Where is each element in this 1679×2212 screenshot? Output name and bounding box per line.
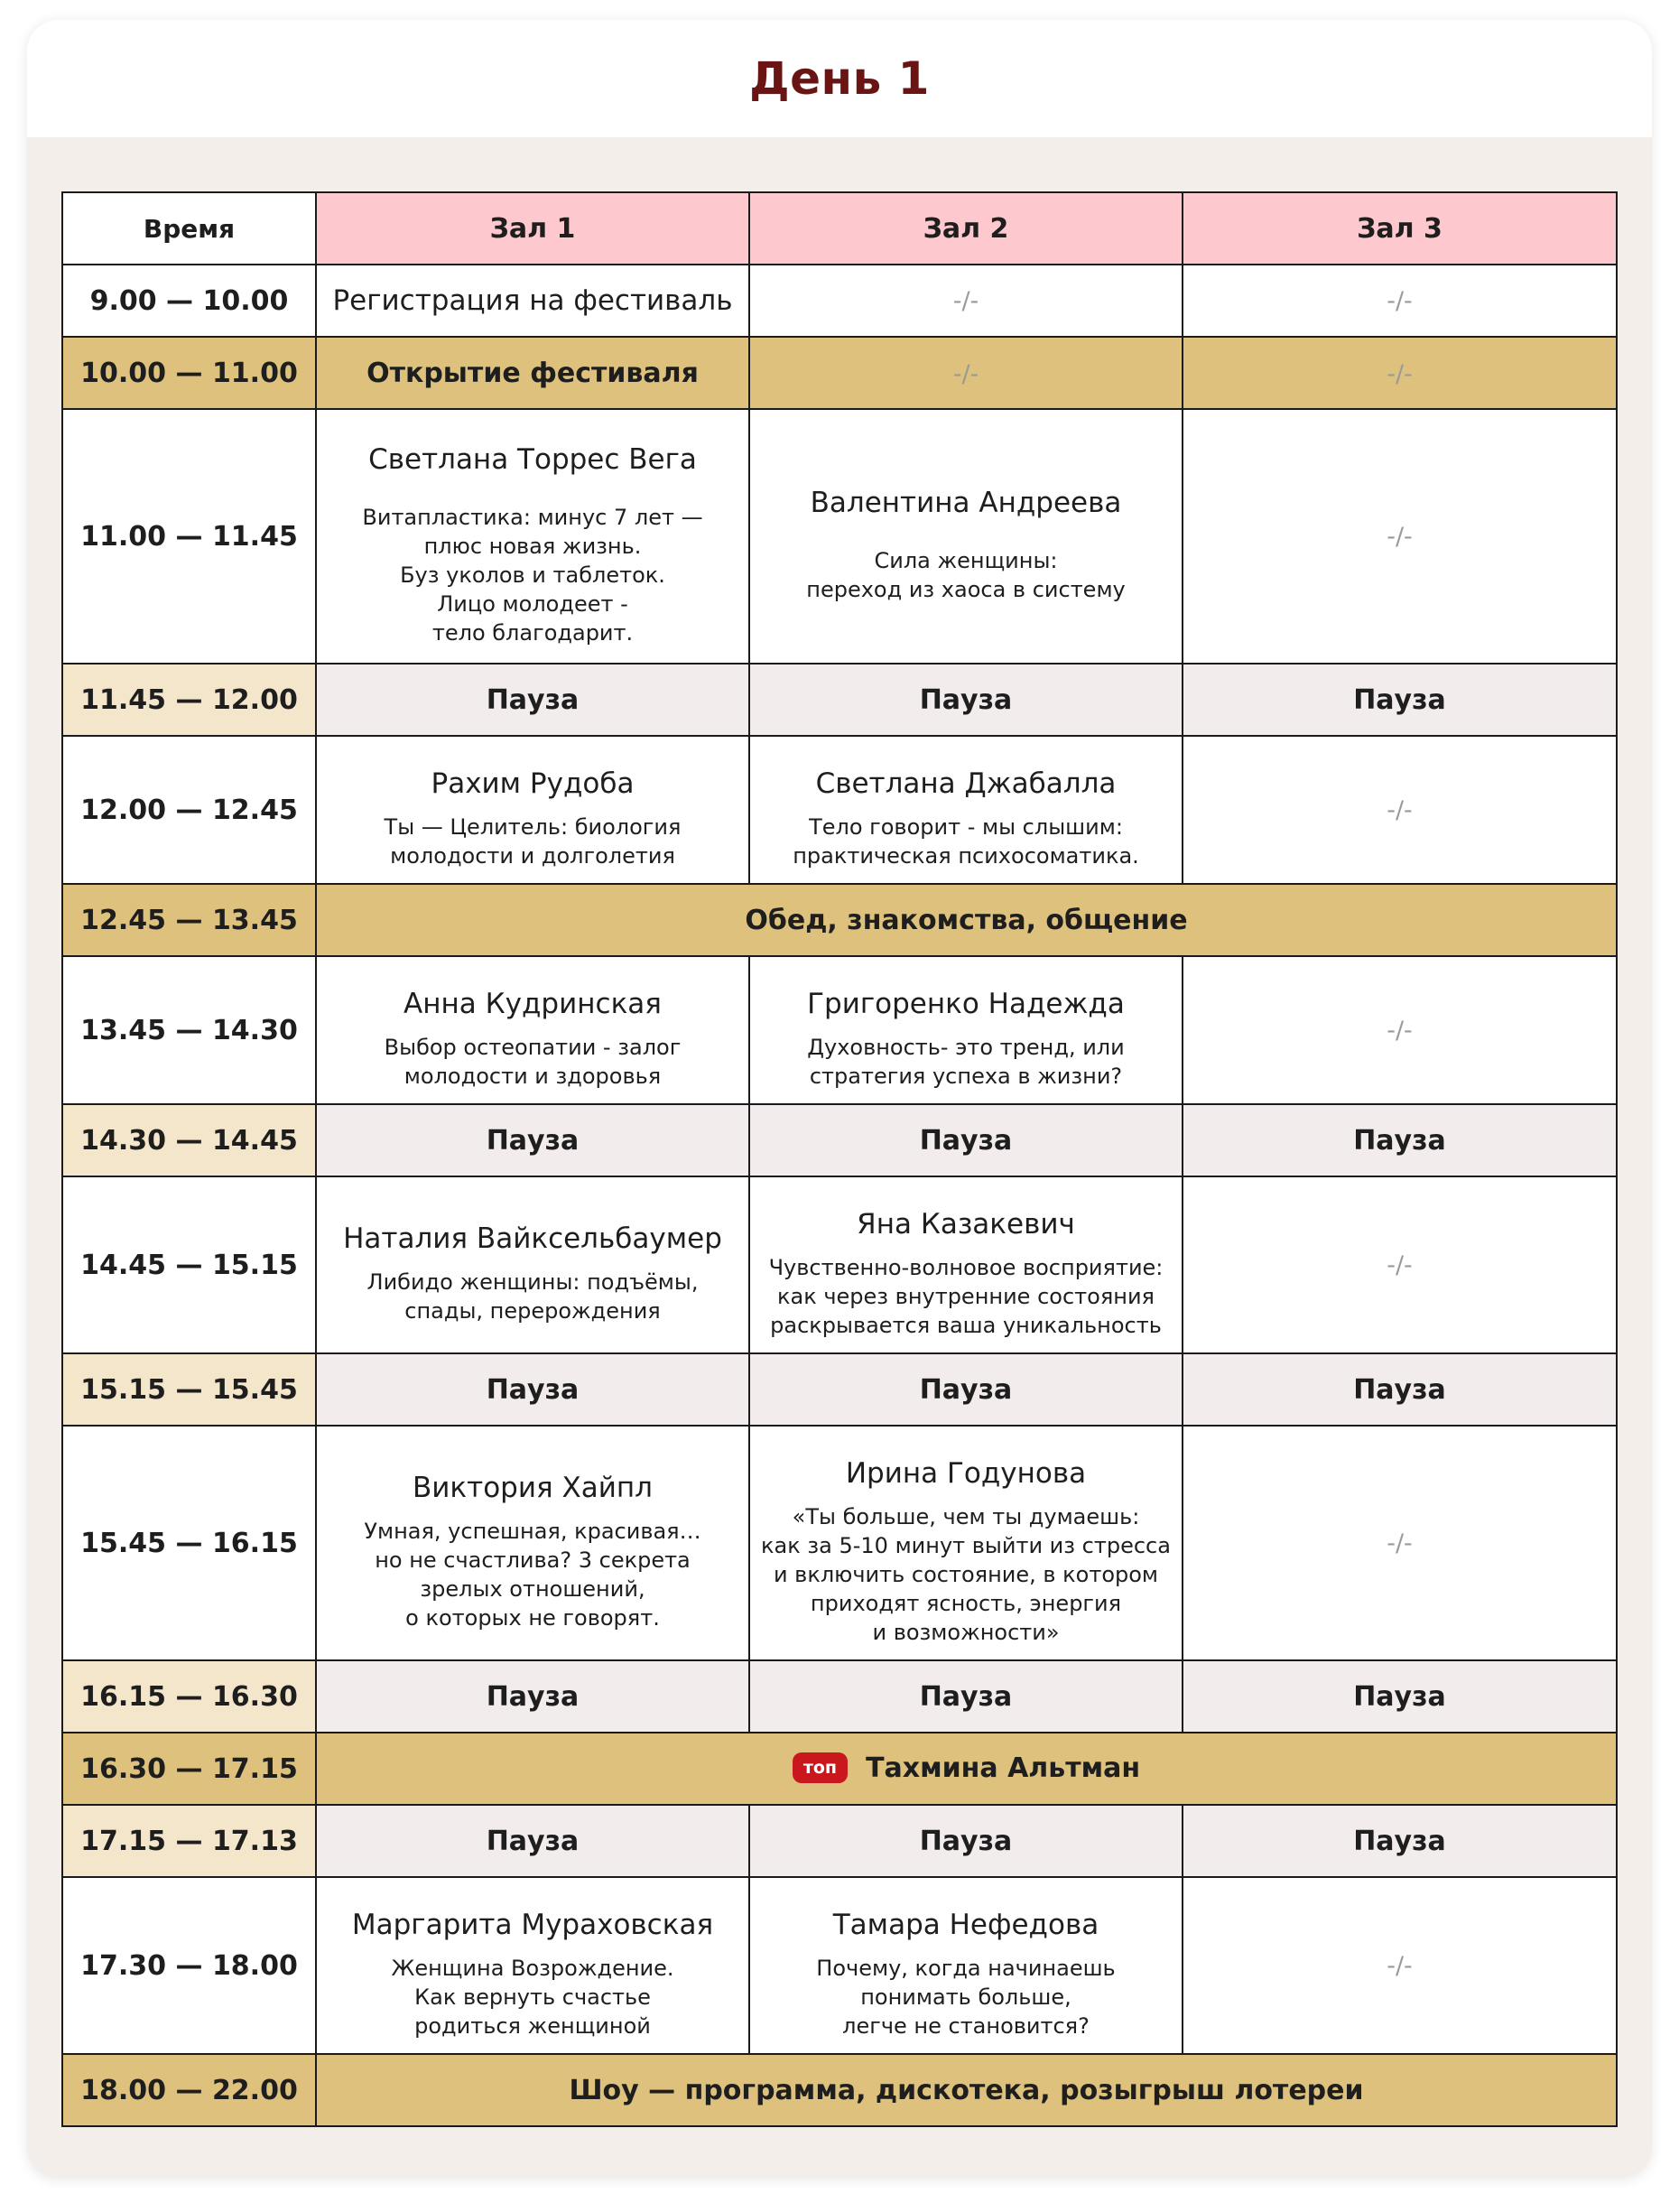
table-row: [62, 736, 1617, 884]
table-row: [62, 1733, 1617, 1805]
time-cell: 9.00 — 10.00: [62, 265, 316, 337]
empty-slot: [749, 265, 1183, 337]
session-cell: [749, 736, 1183, 884]
schedule-table: [61, 191, 1618, 2127]
speaker-name: Наталия Вайксельбаумер: [343, 1222, 722, 1255]
pause-cell: Пауза: [1183, 664, 1617, 736]
session-cell: [749, 1426, 1183, 1660]
hall-1-cell: Регистрация на фестиваль: [316, 265, 749, 337]
time-cell: 12.45 — 13.45: [62, 884, 316, 956]
time-cell: 16.30 — 17.15: [62, 1733, 316, 1805]
top-badge: топ: [793, 1752, 848, 1783]
time-cell: 13.45 — 14.30: [62, 956, 316, 1104]
empty-slot: [1183, 265, 1617, 337]
session-cell: [316, 956, 749, 1104]
session-cell: [749, 1176, 1183, 1353]
speaker-name: Ирина Годунова: [845, 1457, 1087, 1490]
time-cell: 18.00 — 22.00: [62, 2054, 316, 2126]
schedule-card: [27, 20, 1652, 2178]
table-row: [62, 1426, 1617, 1660]
pause-cell: Пауза: [316, 1104, 749, 1176]
time-cell: 17.30 — 18.00: [62, 1877, 316, 2054]
time-cell: 16.15 — 16.30: [62, 1660, 316, 1733]
table-row: [62, 884, 1617, 956]
page-title: День 1: [749, 52, 930, 105]
column-header-hall-2: Зал 2: [749, 192, 1183, 265]
pause-cell: Пауза: [749, 1660, 1183, 1733]
talk-title: Выбор остеопатии - залог молодости и здоровья: [384, 1035, 682, 1089]
talk-title: Чувственно-волновое восприятие: как через внутренние состояния раскрывается ваша уникальность: [768, 1255, 1164, 1338]
speaker-name: Светлана Торрес Вега: [368, 443, 697, 476]
dash-text: -/-: [1387, 1016, 1413, 1045]
session-cell: [316, 1176, 749, 1353]
day-header: [27, 20, 1652, 137]
table-row: [62, 956, 1617, 1104]
empty-slot: [1183, 337, 1617, 409]
talk-title: Умная, успешная, красивая… но не счастлива? 3 секрета зрелых отношений, о которых не говорят.: [364, 1519, 701, 1631]
empty-slot: [1183, 956, 1617, 1104]
session-cell: [316, 409, 749, 664]
time-cell: 11.45 — 12.00: [62, 664, 316, 736]
talk-title: «Ты больше, чем ты думаешь: как за 5-10 минут выйти из стресса и включить состояние, в котором приходят ясность, энергия и возможности»: [761, 1504, 1171, 1645]
time-cell: 12.00 — 12.45: [62, 736, 316, 884]
table-row: [62, 2054, 1617, 2126]
table-row: [62, 1805, 1617, 1877]
table-row: [62, 1877, 1617, 2054]
pause-cell: Пауза: [749, 664, 1183, 736]
session-cell: [316, 1426, 749, 1660]
session-cell: [749, 956, 1183, 1104]
pause-cell: Пауза: [316, 1353, 749, 1426]
speaker-name: Рахим Рудоба: [431, 767, 635, 800]
evening-show-cell: Шоу — программа, дискотека, розыгрыш лотереи: [316, 2054, 1617, 2126]
pause-cell: Пауза: [316, 1660, 749, 1733]
talk-title: Тело говорит - мы слышим: практическая психосоматика.: [793, 814, 1139, 869]
speaker-name: Маргарита Мураховская: [351, 1909, 714, 1941]
speaker-name: Валентина Андреева: [810, 487, 1122, 519]
talk-title: Почему, когда начинаешь понимать больше, легче не становится?: [816, 1956, 1116, 2039]
table-row: [62, 1660, 1617, 1733]
lunch-cell: Обед, знакомства, общение: [316, 884, 1617, 956]
talk-title: Витапластика: минус 7 лет — плюс новая жизнь. Буз уколов и таблеток. Лицо молодеет - тело благодарит.: [362, 505, 703, 646]
speaker-name: Светлана Джабалла: [815, 767, 1117, 800]
dash-text: -/-: [952, 286, 979, 315]
dash-text: -/-: [1387, 359, 1413, 388]
dash-text: -/-: [1387, 286, 1413, 315]
column-header-hall-3: Зал 3: [1183, 192, 1617, 265]
time-cell: 11.00 — 11.45: [62, 409, 316, 664]
dash-text: -/-: [1387, 795, 1413, 824]
table-row: [62, 664, 1617, 736]
speaker-name: Яна Казакевич: [857, 1208, 1075, 1241]
table-row: [62, 409, 1617, 664]
hall-1-cell: Открытие фестиваля: [316, 337, 749, 409]
time-cell: 15.45 — 16.15: [62, 1426, 316, 1660]
speaker-name: Анна Кудринская: [404, 988, 662, 1020]
empty-slot: [1183, 736, 1617, 884]
pause-cell: Пауза: [316, 1805, 749, 1877]
pause-cell: Пауза: [749, 1104, 1183, 1176]
headliner-cell: [316, 1733, 1617, 1805]
session-cell: [316, 1877, 749, 2054]
dash-text: -/-: [1387, 1529, 1413, 1557]
pause-cell: Пауза: [1183, 1805, 1617, 1877]
session-cell: [749, 409, 1183, 664]
time-cell: 15.15 — 15.45: [62, 1353, 316, 1426]
pause-cell: Пауза: [749, 1353, 1183, 1426]
empty-slot: [749, 337, 1183, 409]
pause-cell: Пауза: [749, 1805, 1183, 1877]
talk-title: Сила женщины: переход из хаоса в систему: [806, 548, 1126, 602]
column-header-time: Время: [62, 192, 316, 265]
speaker-name: Тамара Нефедова: [832, 1909, 1099, 1941]
session-cell: [316, 736, 749, 884]
time-cell: 10.00 — 11.00: [62, 337, 316, 409]
empty-slot: [1183, 409, 1617, 664]
session-cell: [749, 1877, 1183, 2054]
empty-slot: [1183, 1877, 1617, 2054]
time-cell: 17.15 — 17.13: [62, 1805, 316, 1877]
talk-title: Духовность- это тренд, или стратегия успеха в жизни?: [807, 1035, 1125, 1089]
table-row: [62, 337, 1617, 409]
dash-text: -/-: [1387, 1951, 1413, 1980]
talk-title: Женщина Возрождение. Как вернуть счастье родиться женщиной: [391, 1956, 674, 2039]
table-row: [62, 1353, 1617, 1426]
pause-cell: Пауза: [1183, 1353, 1617, 1426]
dash-text: -/-: [1387, 1250, 1413, 1279]
empty-slot: [1183, 1426, 1617, 1660]
talk-title: Либидо женщины: подъёмы, спады, перерождения: [366, 1269, 699, 1324]
headliner-name: Тахмина Альтман: [866, 1752, 1141, 1785]
table-row: [62, 1176, 1617, 1353]
speaker-name: Григоренко Надежда: [807, 988, 1125, 1020]
pause-cell: Пауза: [316, 664, 749, 736]
table-header-row: [62, 192, 1617, 265]
empty-slot: [1183, 1176, 1617, 1353]
speaker-name: Виктория Хайпл: [413, 1472, 653, 1504]
time-cell: 14.30 — 14.45: [62, 1104, 316, 1176]
dash-text: -/-: [1387, 522, 1413, 551]
table-row: [62, 265, 1617, 337]
dash-text: -/-: [952, 359, 979, 388]
time-cell: 14.45 — 15.15: [62, 1176, 316, 1353]
table-row: [62, 1104, 1617, 1176]
pause-cell: Пауза: [1183, 1660, 1617, 1733]
talk-title: Ты — Целитель: биология молодости и долголетия: [384, 814, 682, 869]
pause-cell: Пауза: [1183, 1104, 1617, 1176]
column-header-hall-1: Зал 1: [316, 192, 749, 265]
